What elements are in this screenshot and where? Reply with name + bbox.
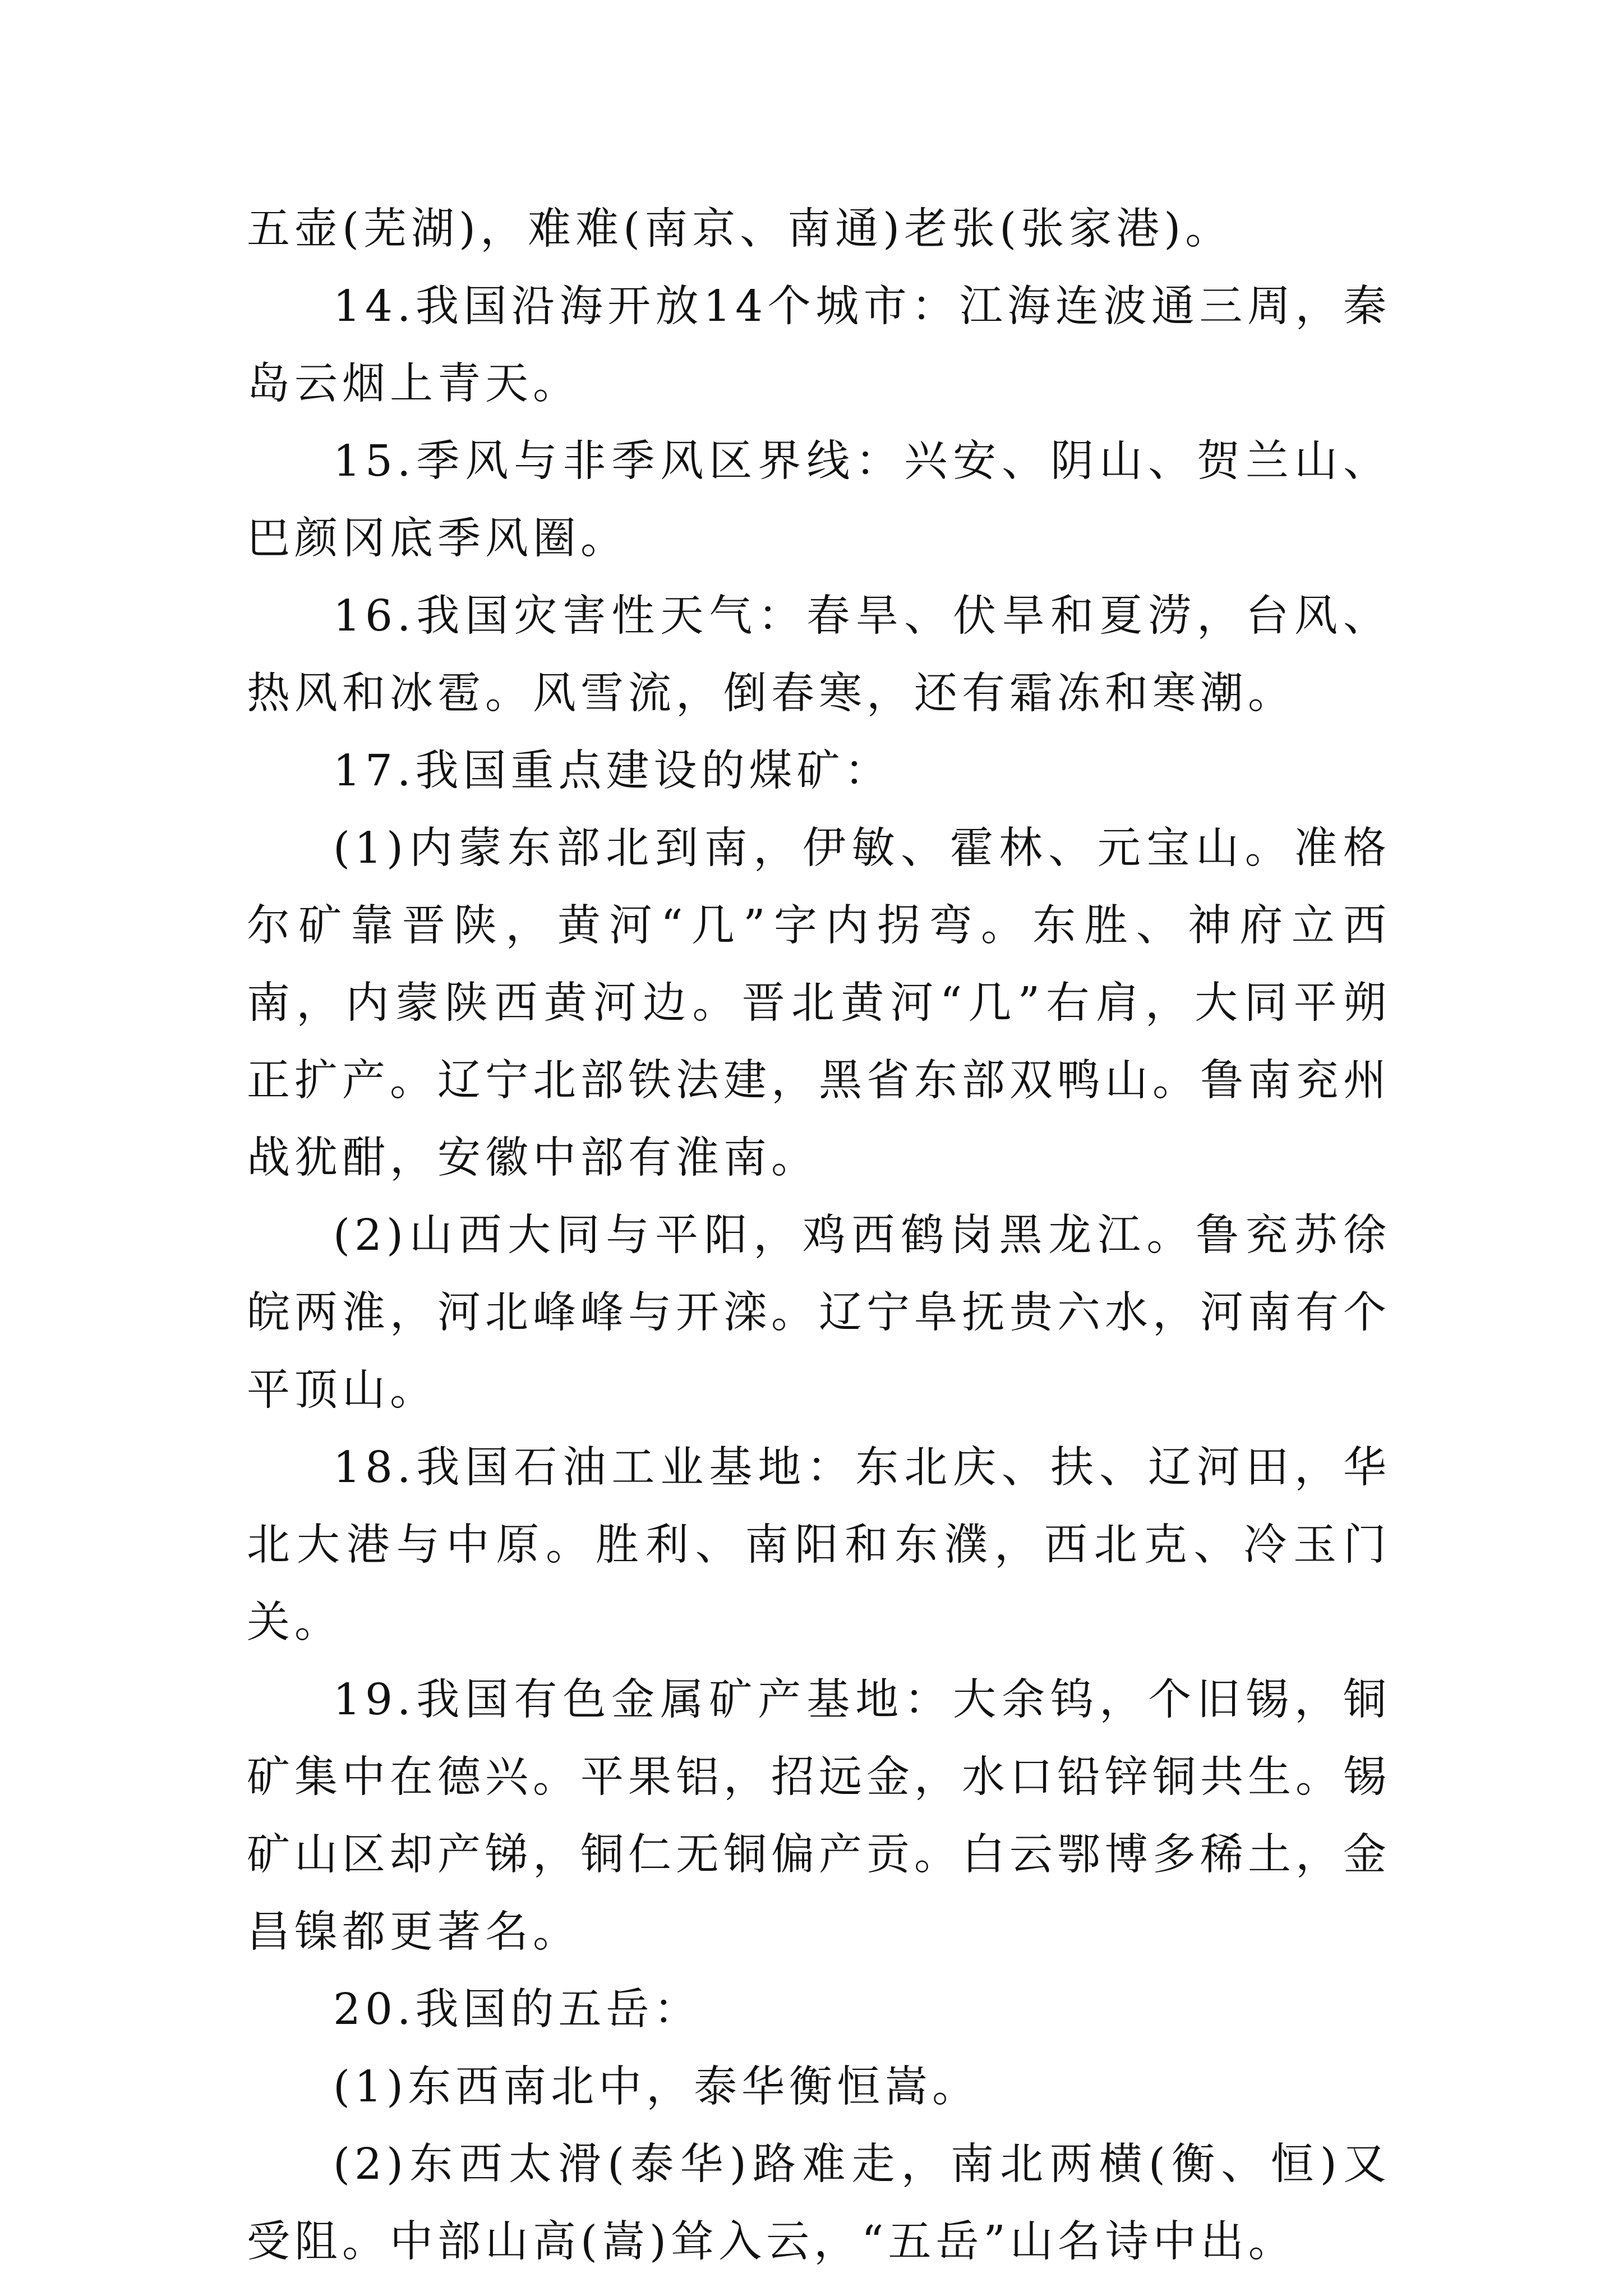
paragraph-item-20-part-1: (1)东西南北中，泰华衡恒嵩。 <box>333 2062 980 2112</box>
paragraph-item-20-part-2: (2)东西太滑(泰华)路难走，南北两横(衡、恒)又受阻。中部山高(嵩)耸入云，“五岳”山名诗中出。 <box>247 2139 1391 2267</box>
paragraph-item-17-heading: 17.我国重点建设的煤矿： <box>333 746 892 796</box>
paragraph-item-15: 15.季风与非季风区界线：兴安、阴山、贺兰山、巴颜冈底季风圈。 <box>247 436 1391 564</box>
paragraph-item-14: 14.我国沿海开放14个城市：江海连波通三周，秦岛云烟上青天。 <box>247 282 1391 409</box>
paragraph-continuation: 五壶(芜湖)，难难(南京、南通)老张(张家港)。 <box>247 204 1233 254</box>
paragraph-item-18: 18.我国石油工业基地：东北庆、扶、辽河田，华北大港与中原。胜利、南阳和东濮，西北克、冷玉门关。 <box>247 1443 1391 1648</box>
paragraph-item-16: 16.我国灾害性天气：春旱、伏旱和夏涝，台风、热风和冰雹。风雪流，倒春寒，还有霜冻和寒潮。 <box>247 591 1391 719</box>
document-body <box>247 191 1391 2281</box>
paragraph-item-19: 19.我国有色金属矿产基地：大余钨，个旧锡，铜矿集中在德兴。平果铝，招远金，水口铅锌铜共生。锡矿山区却产锑，铜仁无铜偏产贡。白云鄂博多稀土，金昌镍都更著名。 <box>247 1675 1391 1957</box>
paragraph-item-17-part-1: (1)内蒙东部北到南，伊敏、霍林、元宝山。准格尔矿靠晋陕，黄河“几”字内拐弯。东胜、神府立西南，内蒙陕西黄河边。晋北黄河“几”右肩，大同平朔正扩产。辽宁北部铁法建，黑省东部双鸭山。鲁南兖州战犹酣，安徽中部有淮南。 <box>247 823 1391 1183</box>
paragraph-item-17-part-2: (2)山西大同与平阳，鸡西鹤岗黑龙江。鲁兖苏徐皖两淮，河北峰峰与开滦。辽宁阜抚贵六水，河南有个平顶山。 <box>247 1211 1391 1415</box>
paragraph-item-20-heading: 20.我国的五岳： <box>333 1985 702 2035</box>
